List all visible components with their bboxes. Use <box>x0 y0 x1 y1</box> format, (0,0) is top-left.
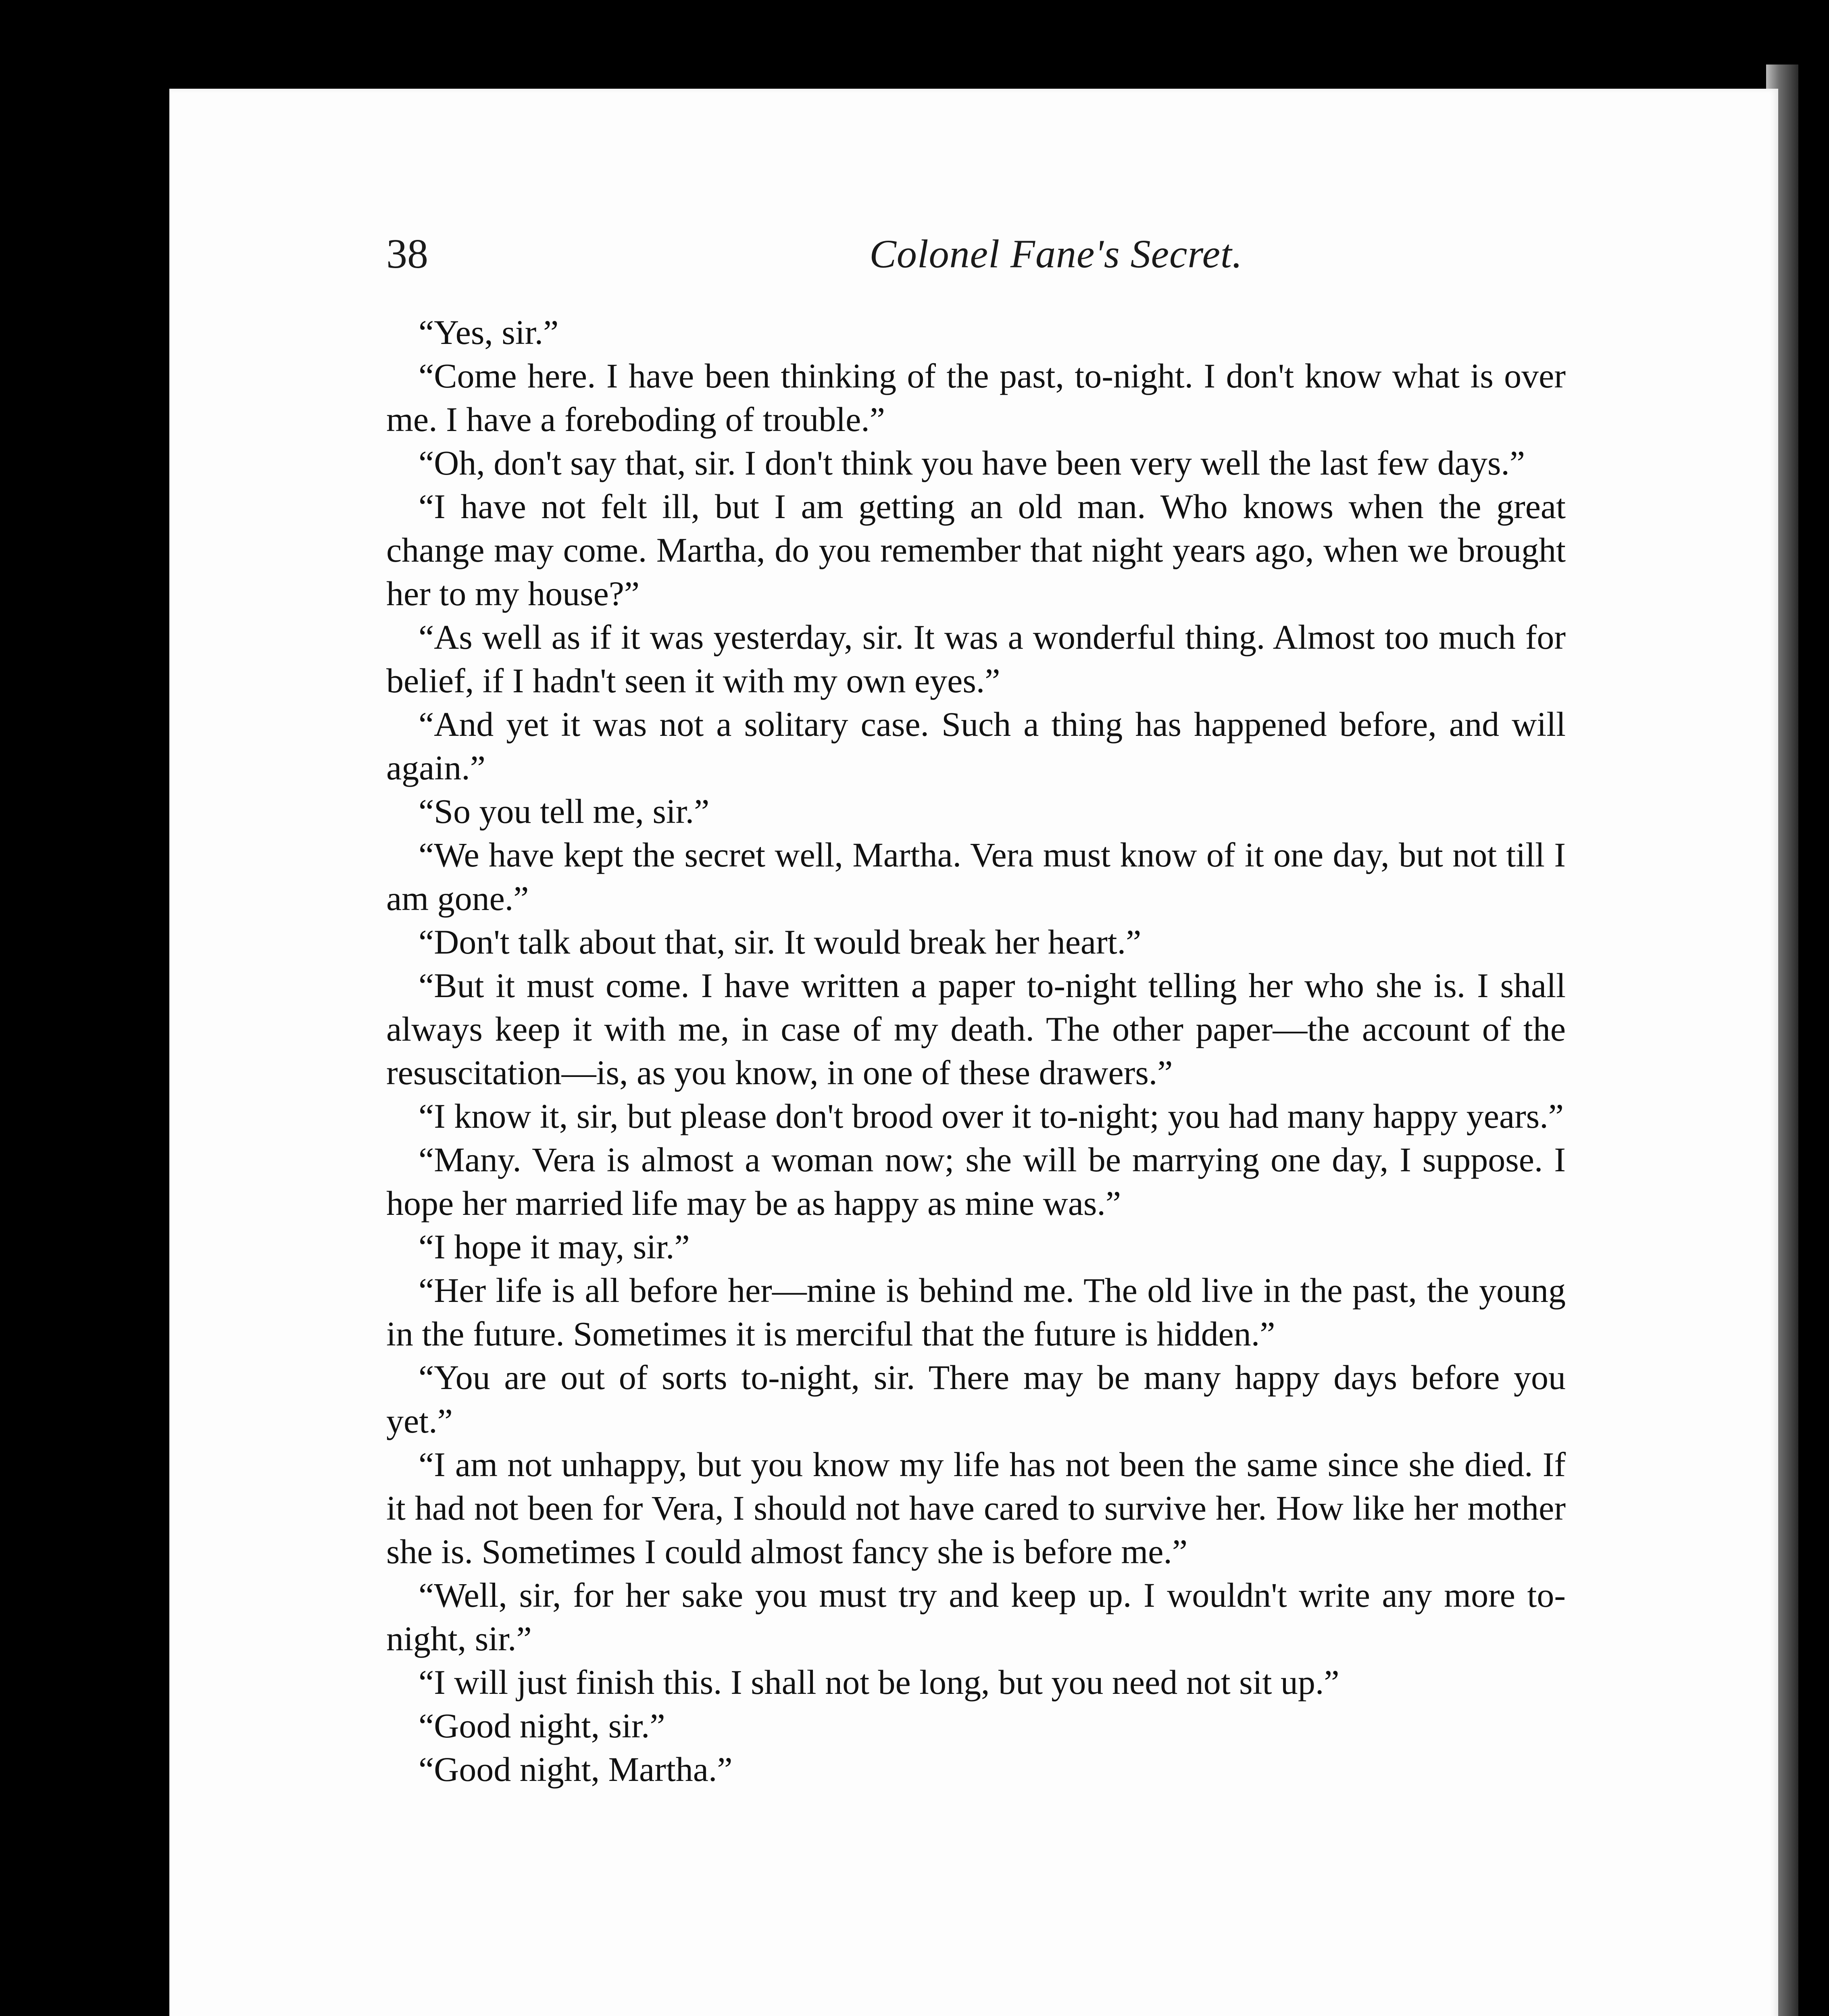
paragraph: “Don't talk about that, sir. It would break her heart.” <box>419 923 1142 961</box>
paragraph: “Good night, Martha.” <box>419 1750 733 1789</box>
paragraph: “Yes, sir.” <box>419 313 559 352</box>
paragraph: “Her life is all before her—mine is behind me. The old live in the past, the young in the future. Sometimes it is merciful that the future is hidden.” <box>386 1271 1566 1353</box>
paragraph: “So you tell me, sir.” <box>419 792 710 831</box>
paragraph: “I have not felt ill, but I am getting an old man. Who knows when the great change may come. Martha, do you remember that night years ago, when we brought her to my house?” <box>386 487 1566 613</box>
paragraph: “But it must come. I have written a paper to-night telling her who she is. I shall always keep it with me, in case of my death. The other paper—the account of the resuscitation—is, as you know, in one of these drawers.” <box>386 966 1566 1092</box>
page-number: 38 <box>386 231 428 277</box>
paragraph: “Many. Vera is almost a woman now; she will be marrying one day, I suppose. I hope her married life may be as happy as mine was.” <box>386 1140 1566 1223</box>
running-head <box>386 226 1726 282</box>
running-title: Colonel Fane's Secret. <box>869 231 1243 276</box>
paragraph: “As well as if it was yesterday, sir. It was a wonderful thing. Almost too much for belief, if I hadn't seen it with my own eyes.” <box>386 618 1566 700</box>
body-text <box>386 310 1566 1791</box>
paragraph: “And yet it was not a solitary case. Such a thing has happened before, and will again.” <box>386 705 1566 787</box>
paragraph: “We have kept the secret well, Martha. Vera must know of it one day, but not till I am gone.” <box>386 835 1566 918</box>
paragraph: “Good night, sir.” <box>419 1706 665 1745</box>
paragraph: “Come here. I have been thinking of the past, to-night. I don't know what is over me. I have a foreboding of trouble.” <box>386 356 1566 439</box>
paragraph: “Well, sir, for her sake you must try and keep up. I wouldn't write any more to-night, sir.” <box>386 1576 1566 1658</box>
paragraph: “I will just finish this. I shall not be long, but you need not sit up.” <box>419 1663 1339 1702</box>
paragraph: “I am not unhappy, but you know my life has not been the same since she died. If it had not been for Vera, I should not have cared to survive her. How like her mother she is. Sometimes I could almost fancy she is before me.” <box>386 1445 1566 1571</box>
paragraph: “You are out of sorts to-night, sir. There may be many happy days before you yet.” <box>386 1358 1566 1440</box>
paragraph: “I hope it may, sir.” <box>419 1227 690 1266</box>
paragraph: “I know it, sir, but please don't brood over it to-night; you had many happy years.” <box>419 1097 1564 1135</box>
paragraph: “Oh, don't say that, sir. I don't think you have been very well the last few days.” <box>419 444 1525 482</box>
